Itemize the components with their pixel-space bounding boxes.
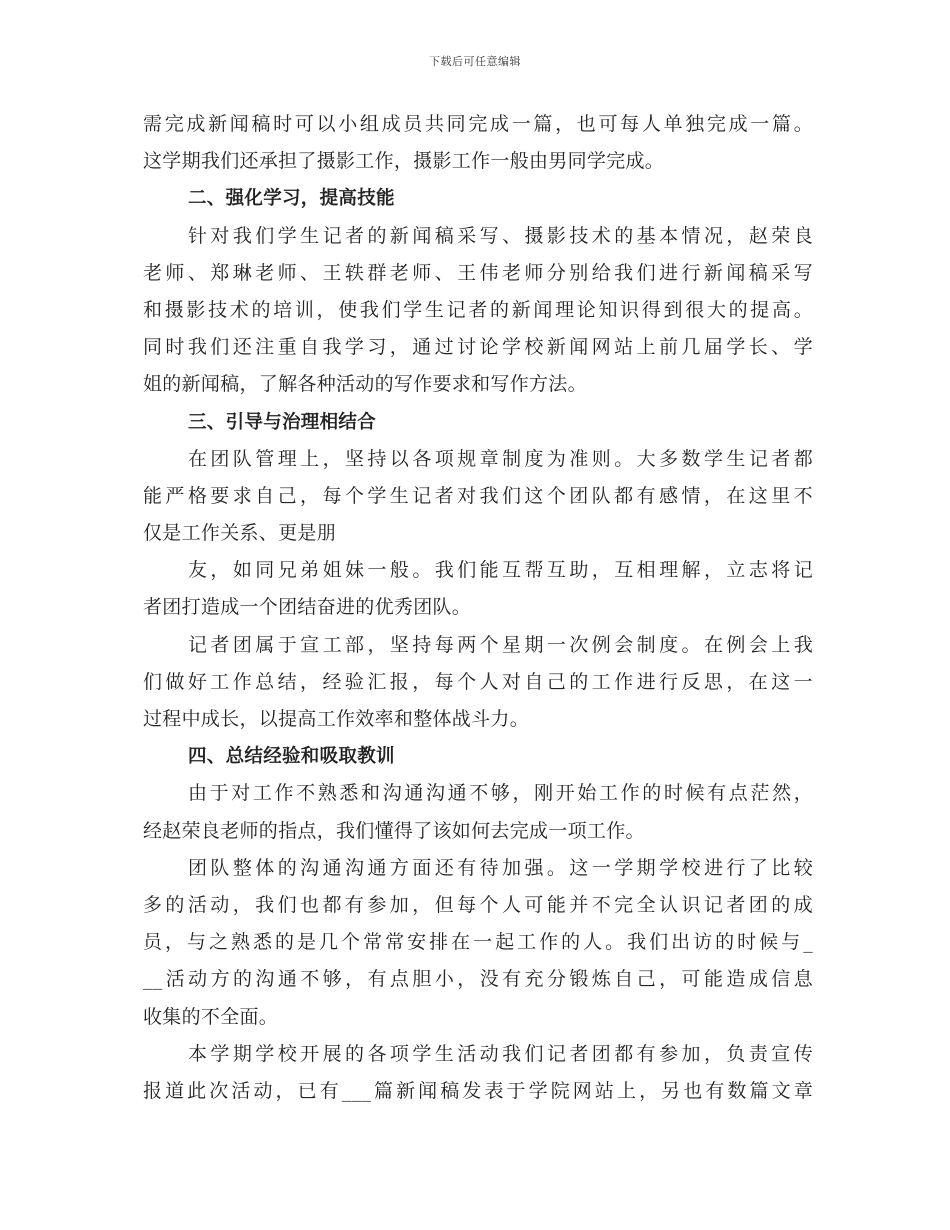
document-body <box>143 106 813 1110</box>
paragraph-first-line: 本学期学校开展的各项学生活动我们记者团都有参加，负责宣传 <box>188 1042 813 1065</box>
paragraph-line: 员，与之熟悉的是几个常常安排在一起工作的人。我们出访的时候与_ <box>143 931 813 954</box>
paragraph-last-line: 姐的新闻稿，了解各种活动的写作要求和写作方法。 <box>143 373 587 396</box>
paragraph-line: 和摄影技术的培训，使我们学生记者的新闻理论知识得到很大的提高。 <box>143 298 813 321</box>
paragraph-first-line: 在团队管理上，坚持以各项规章制度为准则。大多数学生记者都 <box>188 447 813 470</box>
paragraph-first-line: 针对我们学生记者的新闻稿采写、摄影技术的基本情况，赵荣良 <box>188 224 813 247</box>
section-heading: 四、总结经验和吸取教训 <box>188 746 395 768</box>
paragraph-line: 需完成新闻稿时可以小组成员共同完成一篇，也可每人单独完成一篇。 <box>143 113 813 135</box>
paragraph-line: 同时我们还注重自我学习，通过讨论学校新闻网站上前几届学长、学 <box>143 336 813 359</box>
paragraph-line: __活动方的沟通不够，有点胆小，没有充分锻炼自己，可能造成信息 <box>143 968 813 991</box>
paragraph-first-line: 由于对工作不熟悉和沟通沟通不够，刚开始工作的时候有点茫然， <box>188 782 813 805</box>
paragraph-line: 老师、郑琳老师、王轶群老师、王伟老师分别给我们进行新闻稿采写 <box>143 261 813 284</box>
paragraph-first-line: 记者团属于宣工部，坚持每两个星期一次例会制度。在例会上我 <box>188 633 813 656</box>
section-heading: 二、强化学习，提高技能 <box>188 188 395 210</box>
paragraph-first-line: 团队整体的沟通沟通方面还有待加强。这一学期学校进行了比较 <box>188 856 813 879</box>
paragraph-last-line: 过程中成长，以提高工作效率和整体战斗力。 <box>143 708 530 730</box>
paragraph-last-line: 这学期我们还承担了摄影工作，摄影工作一般由男同学完成。 <box>143 150 665 173</box>
paragraph-last-line: 经赵荣良老师的指点，我们懂得了该如何去完成一项工作。 <box>143 819 645 842</box>
paragraph-first-line: 友，如同兄弟姐妹一般。我们能互帮互助，互相理解，立志将记 <box>188 559 813 582</box>
paragraph-line: 报道此次活动，已有___篇新闻稿发表于学院网站上，另也有数篇文章 <box>143 1079 813 1102</box>
paragraph-line: 多的活动，我们也都有参加，但每个人可能并不完全认识记者团的成 <box>143 893 813 916</box>
paragraph-last-line: 仅是工作关系、更是朋 <box>143 522 337 545</box>
paragraph-last-line: 收集的不全面。 <box>143 1005 279 1028</box>
paragraph-last-line: 者团打造成一个团结奋进的优秀团队。 <box>143 596 472 619</box>
paragraph-line: 们做好工作总结，经验汇报，每个人对自己的工作进行反思，在这一 <box>143 670 813 693</box>
page-header: 下载后可任意编辑 <box>429 55 521 68</box>
section-heading: 三、引导与治理相结合 <box>188 411 377 433</box>
paragraph-line: 能严格要求自己，每个学生记者对我们这个团队都有感情，在这里不 <box>143 484 813 507</box>
